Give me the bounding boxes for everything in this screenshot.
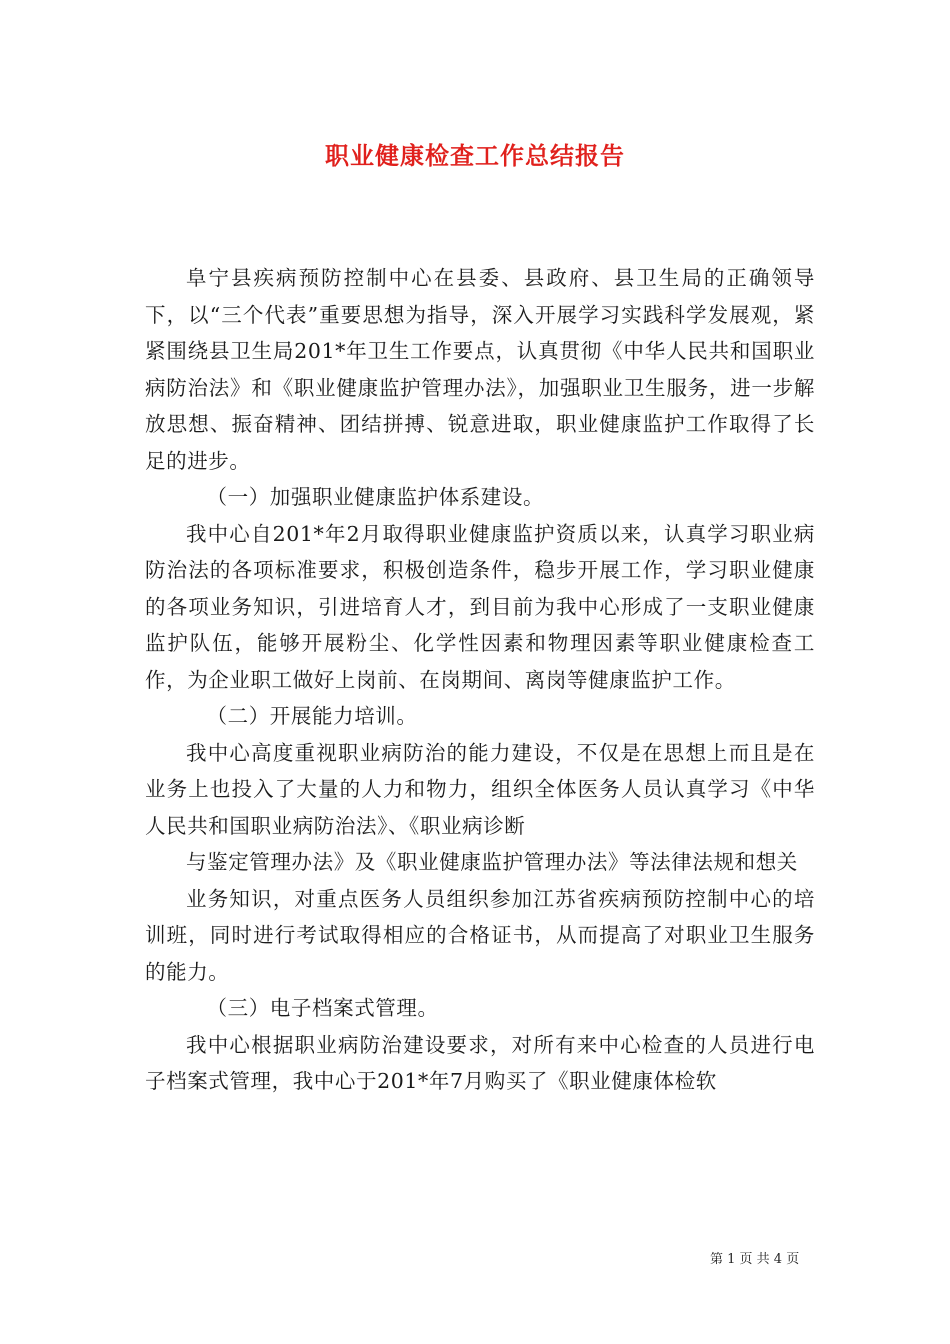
paragraph-section-2b: 与鉴定管理办法》及《职业健康监护管理办法》等法律法规和想关 [186, 850, 798, 874]
paragraph-section-2c: 业务知识，对重点医务人员组织参加江苏省疾病预防控制中心的培训班，同时进行考试取得相应的合格证书，从而提高了对职业卫生服务的能力。 [145, 886, 815, 984]
paragraph-section-2a: 我中心高度重视职业病防治的能力建设，不仅是在思想上而且是在业务上也投入了大量的人力和物力，组织全体医务人员认真学习《中华人民共和国职业病防治法》、《职业病诊断 [145, 740, 815, 838]
document-body [145, 260, 815, 1100]
paragraph-section-1: 我中心自201*年2月取得职业健康监护资质以来，认真学习职业病防治法的各项标准要求，积极创造条件，稳步开展工作，学习职业健康的各项业务知识，引进培育人才，到目前为我中心形成了一支职业健康监护队伍，能够开展粉尘、化学性因素和物理因素等职业健康检查工作，为企业职工做好上岗前、在岗期间、离岗等健康监护工作。 [145, 521, 815, 692]
page-number: 第 1 页 共 4 页 [710, 1252, 800, 1267]
section-heading-1: （一）加强职业健康监护体系建设。 [206, 485, 545, 509]
paragraph-section-3: 我中心根据职业病防治建设要求，对所有来中心检查的人员进行电子档案式管理，我中心于201*年7月购买了《职业健康体检软 [145, 1032, 815, 1093]
paragraph-intro: 阜宁县疾病预防控制中心在县委、县政府、县卫生局的正确领导下，以“三个代表”重要思想为指导，深入开展学习实践科学发展观，紧紧围绕县卫生局201*年卫生工作要点，认真贯彻《中华人民共和国职业病防治法》和《职业健康监护管理办法》，加强职业卫生服务，进一步解放思想、振奋精神、团结拼搏、锐意进取，职业健康监护工作取得了长足的进步。 [145, 266, 815, 473]
document-title: 职业健康检查工作总结报告 [325, 141, 625, 170]
section-heading-3: （三）电子档案式管理。 [206, 996, 439, 1020]
section-heading-2: （二）开展能力培训。 [206, 704, 418, 728]
